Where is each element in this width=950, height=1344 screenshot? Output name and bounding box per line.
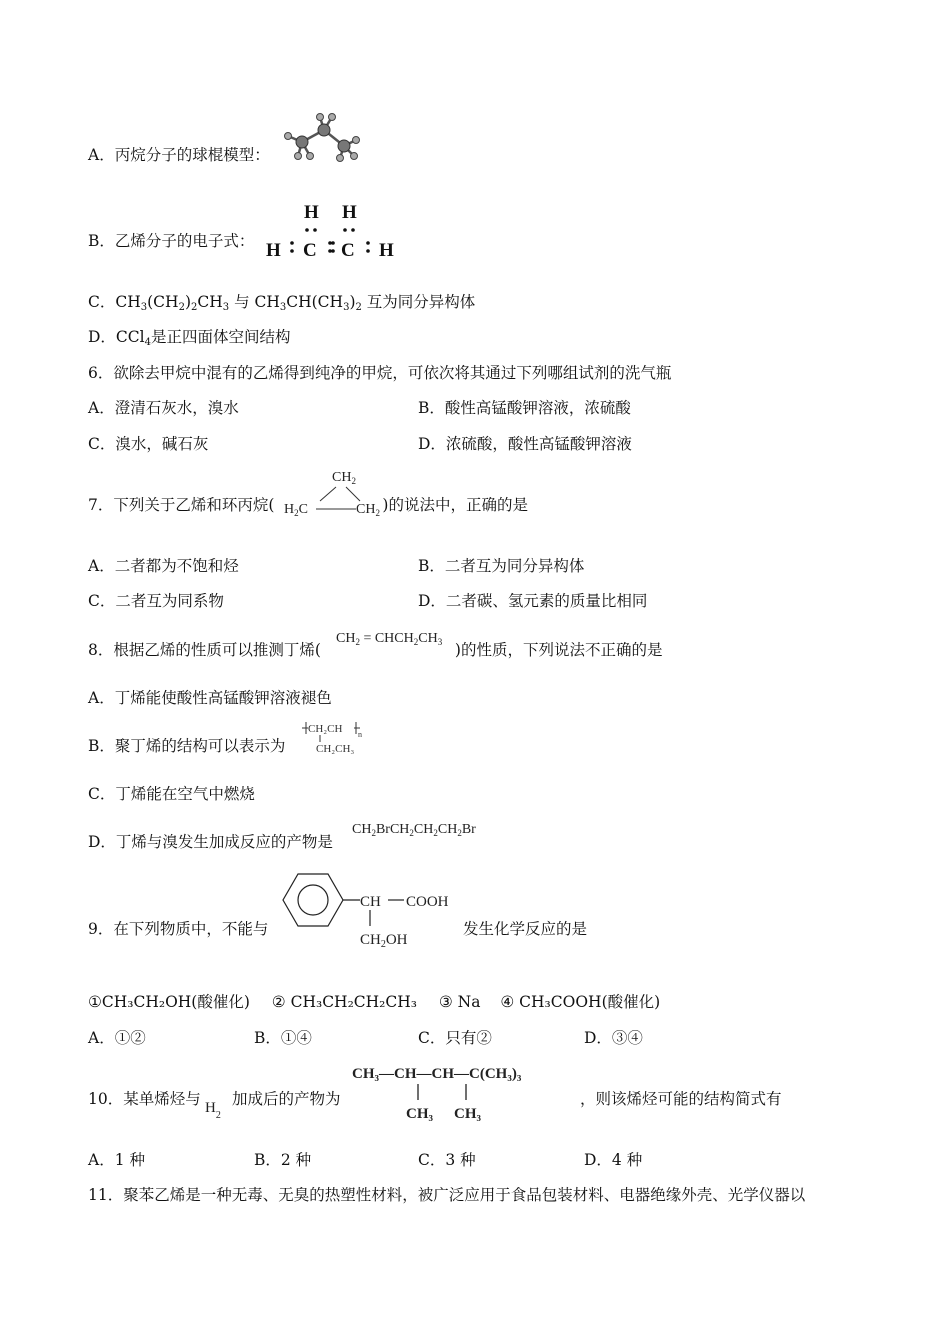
q9-stem-pre: 9．在下列物质中，不能与 [88, 920, 269, 938]
q9-phenyl-compound-structure [276, 870, 466, 954]
cyclopropane-structure [280, 465, 392, 525]
svg-text:H2C: $H_2C$ [284, 502, 308, 518]
q7-option-c: C．二者互为同系物 [88, 592, 224, 610]
ethylene-c-1: C [303, 240, 317, 261]
q6-option-a: A．澄清石灰水，溴水 [88, 399, 239, 417]
q8-option-b: B．聚丁烯的结构可以表示为 [88, 737, 286, 755]
svg-text:CH₃: CH₃ [454, 1106, 481, 1122]
ethylene-h-left: H [266, 240, 281, 261]
q8-option-a: A．丁烯能使酸性高锰酸钾溶液褪色 [88, 689, 332, 707]
svg-text:CH2OH: $CH_2OH$ [360, 932, 408, 950]
q10-option-a: A．1 种 [88, 1151, 145, 1169]
q9-item-2: ② CH₃CH₂CH₂CH₃ [271, 993, 417, 1011]
ethylene-h-right: H [379, 240, 394, 261]
butene-formula [336, 624, 476, 652]
q11-stem: 11．聚苯乙烯是一种无毒、无臭的热塑性材料，被广泛应用于食品包装材料、电器绝缘外壳、光学仪器以 [88, 1186, 806, 1204]
svg-text:CH2BrCH2CH2CH2Br: $CH_2BrCH_2CH_2CH_2Br$ [352, 822, 476, 838]
svg-text:CH: CH [360, 894, 381, 910]
q10-stem-post: ，则该烯烃可能的结构简式有 [580, 1090, 782, 1108]
ethylene-h-top-1: H [304, 202, 319, 223]
q9-items [88, 992, 660, 1012]
q6-option-b: B．酸性高锰酸钾溶液，浓硫酸 [418, 399, 631, 417]
svg-text:CH2 = CHCH2CH3: $CH_2$ = $CHCH_2CH_3$ [336, 631, 443, 647]
q7-stem: 7．下列关于乙烯和环丙烷( )的说法中，正确的是 [88, 496, 528, 514]
q5-option-c: C．$CH_3(CH_2)_2CH_3$ 与 $CH_3CH(CH_3)_2$ 互为同分异构体 [88, 293, 476, 313]
h2-formula [204, 1090, 230, 1126]
q5-option-d: D．CCl$_4$是正四面体空间结构 [88, 328, 291, 348]
q10-option-c: C．3 种 [418, 1151, 476, 1169]
q7-option-a: A．二者都为不饱和烃 [88, 557, 239, 575]
polybutene-structure [300, 718, 392, 758]
q6-option-c: C．溴水，碱石灰 [88, 435, 209, 453]
svg-text:n: n [358, 730, 362, 739]
svg-text:CH₃—CH—CH—C(CH₃)₃: CH₃—CH—CH—C(CH₃)₃ [352, 1066, 522, 1082]
q8-stem: 8．根据乙烯的性质可以推测丁烯( )的性质，下列说法不正确的是 [88, 641, 663, 659]
q9-stem-post: 发生化学反应的是 [463, 920, 588, 938]
q6-stem: 6．欲除去甲烷中混有的乙烯得到纯净的甲烷，可依次将其通过下列哪组试剂的洗气瓶 [88, 364, 672, 382]
dibromobutane-formula [352, 815, 522, 843]
svg-text:COOH: COOH [406, 894, 449, 910]
q5-option-a: A．丙烷分子的球棍模型： [88, 146, 270, 164]
q8-option-d: D．丁烯与溴发生加成反应的产物是 [88, 833, 333, 851]
svg-text:CH₂CH₃: CH₂CH₃ [316, 743, 355, 755]
propane-ball-stick-model [280, 112, 364, 164]
svg-text:CH₃: CH₃ [406, 1106, 433, 1122]
svg-text:CH2: $CH_2$ [332, 470, 356, 486]
ethylene-h-top-2: H [342, 202, 357, 223]
q10-stem-mid: 加成后的产物为 [232, 1090, 341, 1108]
q10-stem-pre: 10．某单烯烃与 [88, 1090, 201, 1108]
svg-text:CH₂CH: CH₂CH [308, 723, 343, 735]
q9-item-4: ④ CH₃COOH(酸催化) [500, 993, 661, 1011]
q9-item-3: ③ Na [438, 993, 481, 1011]
q5-option-b: B．乙烯分子的电子式： [88, 232, 255, 250]
q9-option-a: A．①② [88, 1029, 146, 1047]
q10-option-d: D．4 种 [584, 1151, 643, 1169]
q10-alkane-structure [350, 1060, 580, 1124]
svg-text:CH2: $CH_2$ [356, 502, 380, 518]
q7-option-d: D．二者碳、氢元素的质量比相同 [418, 592, 648, 610]
ethylene-c-2: C [341, 240, 355, 261]
q9-option-c: C．只有② [418, 1029, 492, 1047]
svg-text:H2: $H_2$ [205, 1100, 221, 1121]
q9-item-1: ①CH₃CH₂OH(酸催化) [88, 993, 250, 1011]
q9-option-b: B．①④ [254, 1029, 312, 1047]
q9-option-d: D．③④ [584, 1029, 643, 1047]
q10-option-b: B．2 种 [254, 1151, 312, 1169]
q8-option-c: C．丁烯能在空气中燃烧 [88, 785, 255, 803]
q6-option-d: D．浓硫酸，酸性高锰酸钾溶液 [418, 435, 632, 453]
q7-option-b: B．二者互为同分异构体 [418, 557, 585, 575]
ethylene-electron-formula [262, 198, 402, 266]
